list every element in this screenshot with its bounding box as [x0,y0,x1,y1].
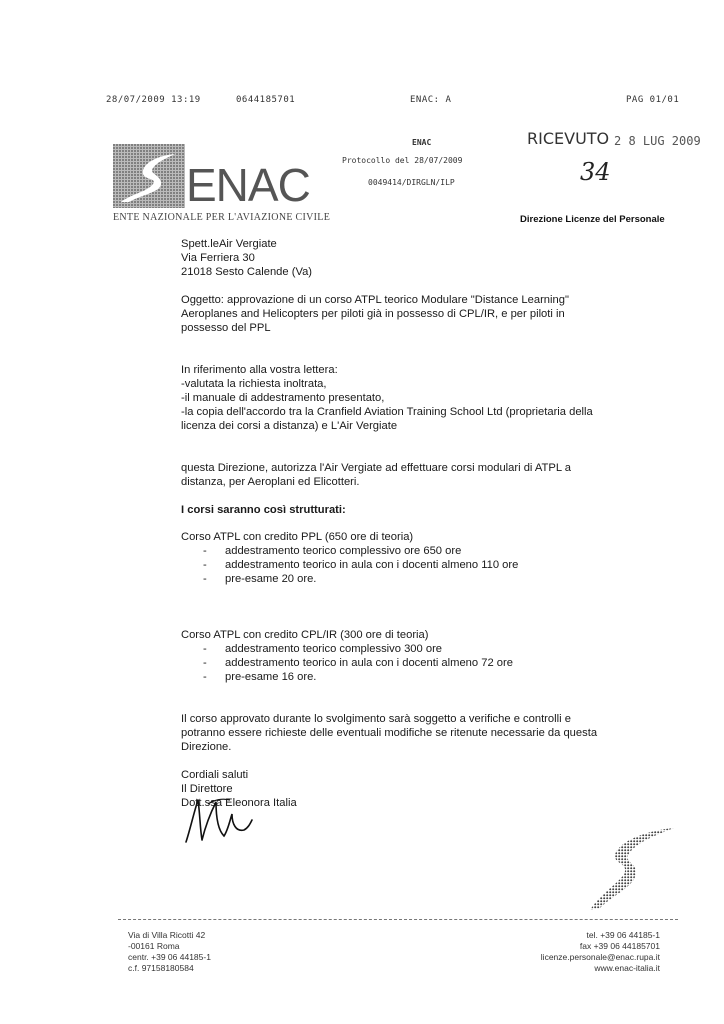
footer-address [128,930,211,974]
closing-line: potranno essere richieste delle eventuali modifiche se ritenute necessarie da questa [181,727,598,739]
enac-logo-subtitle: ENTE NAZIONALE PER L'AVIAZIONE CIVILE [113,212,331,223]
reference-item: licenza dei corsi a distanza) e L'Air Vergiate [181,420,398,432]
authorization-line: distanza, per Aeroplani ed Elicotteri. [181,476,360,488]
recipient-address [181,237,641,279]
recipient-line: Via Ferriera 30 [181,252,255,264]
footer-line: fax +39 06 44185701 [579,941,660,951]
footer-divider [118,919,678,920]
course-item: - addestramento teorico complessivo ore 650 ore [203,545,462,557]
reference-list [181,363,661,433]
handwritten-number: 34 [580,158,611,186]
enac-logo-icon [113,144,185,208]
received-stamp-date: 2 8 LUG 2009 [614,134,701,148]
subject-line: Oggetto: approvazione di un corso ATPL teorico Modulare "Distance Learning" [181,294,569,306]
closing-line: Il corso approvato durante lo svolgimento sarà soggetto a verifiche e controlli e [181,713,571,725]
footer-line: tel. +39 06 44185-1 [586,930,660,940]
recipient-line: Spett.leAir Vergiate [181,238,277,250]
greeting: Cordiali saluti [181,769,249,781]
footer-line: -00161 Roma [128,941,180,951]
fax-sender: ENAC: A [410,95,452,105]
protocol-number: 0049414/DIRGLN/ILP [368,178,455,187]
received-stamp-text: RICEVUTO [527,129,610,148]
course-title: Corso ATPL con credito PPL (650 ore di teoria) [181,531,414,543]
reference-item: -il manuale di addestramento presentato, [181,392,385,404]
footer-line: Via di Villa Ricotti 42 [128,930,206,940]
director-name: Dott.ssa Eleonora Italia [181,797,297,809]
footer-contacts [500,930,660,974]
course-item: - addestramento teorico in aula con i docenti almeno 72 ore [203,657,513,669]
structure-heading: I corsi saranno così strutturati: [181,504,346,516]
fax-date-time: 28/07/2009 13:19 [106,95,201,105]
authorization-line: questa Direzione, autorizza l'Air Vergiate ad effettuare corsi modulari di ATPL a [181,462,571,474]
footer-line: c.f. 97158180584 [128,963,194,973]
reference-item: -la copia dell'accordo tra la Cranfield Aviation Training School Ltd (proprietaria della [181,406,593,418]
course-item: - pre-esame 20 ore. [203,573,317,585]
enac-logo-text: ENAC [186,159,310,211]
course-title: Corso ATPL con credito CPL/IR (300 ore di teoria) [181,629,429,641]
course-item: - addestramento teorico in aula con i docenti almeno 110 ore [203,559,519,571]
course-item: - pre-esame 16 ore. [203,671,317,683]
director-role: Il Direttore [181,783,233,795]
footer-website: www.enac-italia.it [594,963,660,973]
protocol-label: ENAC [412,138,432,147]
signature-icon [178,790,268,850]
authorization-paragraph [181,461,661,489]
subject-line: Aeroplanes and Helicopters per piloti già in possesso di CPL/IR, e per piloti in [181,308,565,320]
closing-paragraph [181,712,661,754]
subject-line: possesso del PPL [181,322,271,334]
reference-item: -valutata la richiesta inoltrata, [181,378,327,390]
course-cpl-ir [181,628,641,684]
footer-line: centr. +39 06 44185-1 [128,952,211,962]
fax-number: 0644185701 [236,95,296,105]
protocol-line: Protocollo del 28/07/2009 [342,156,463,165]
enac-swirl-icon [570,822,680,914]
course-item: - addestramento teorico complessivo 300 ore [203,643,443,655]
department-name: Direzione Licenze del Personale [520,214,665,225]
footer-email: licenze.personale@enac.rupa.it [540,952,660,962]
reference-intro: In riferimento alla vostra lettera: [181,364,338,376]
fax-page: PAG 01/01 [626,95,680,105]
subject [181,293,661,335]
closing-line: Direzione. [181,741,232,753]
recipient-line: 21018 Sesto Calende (Va) [181,266,313,278]
course-ppl [181,530,641,586]
